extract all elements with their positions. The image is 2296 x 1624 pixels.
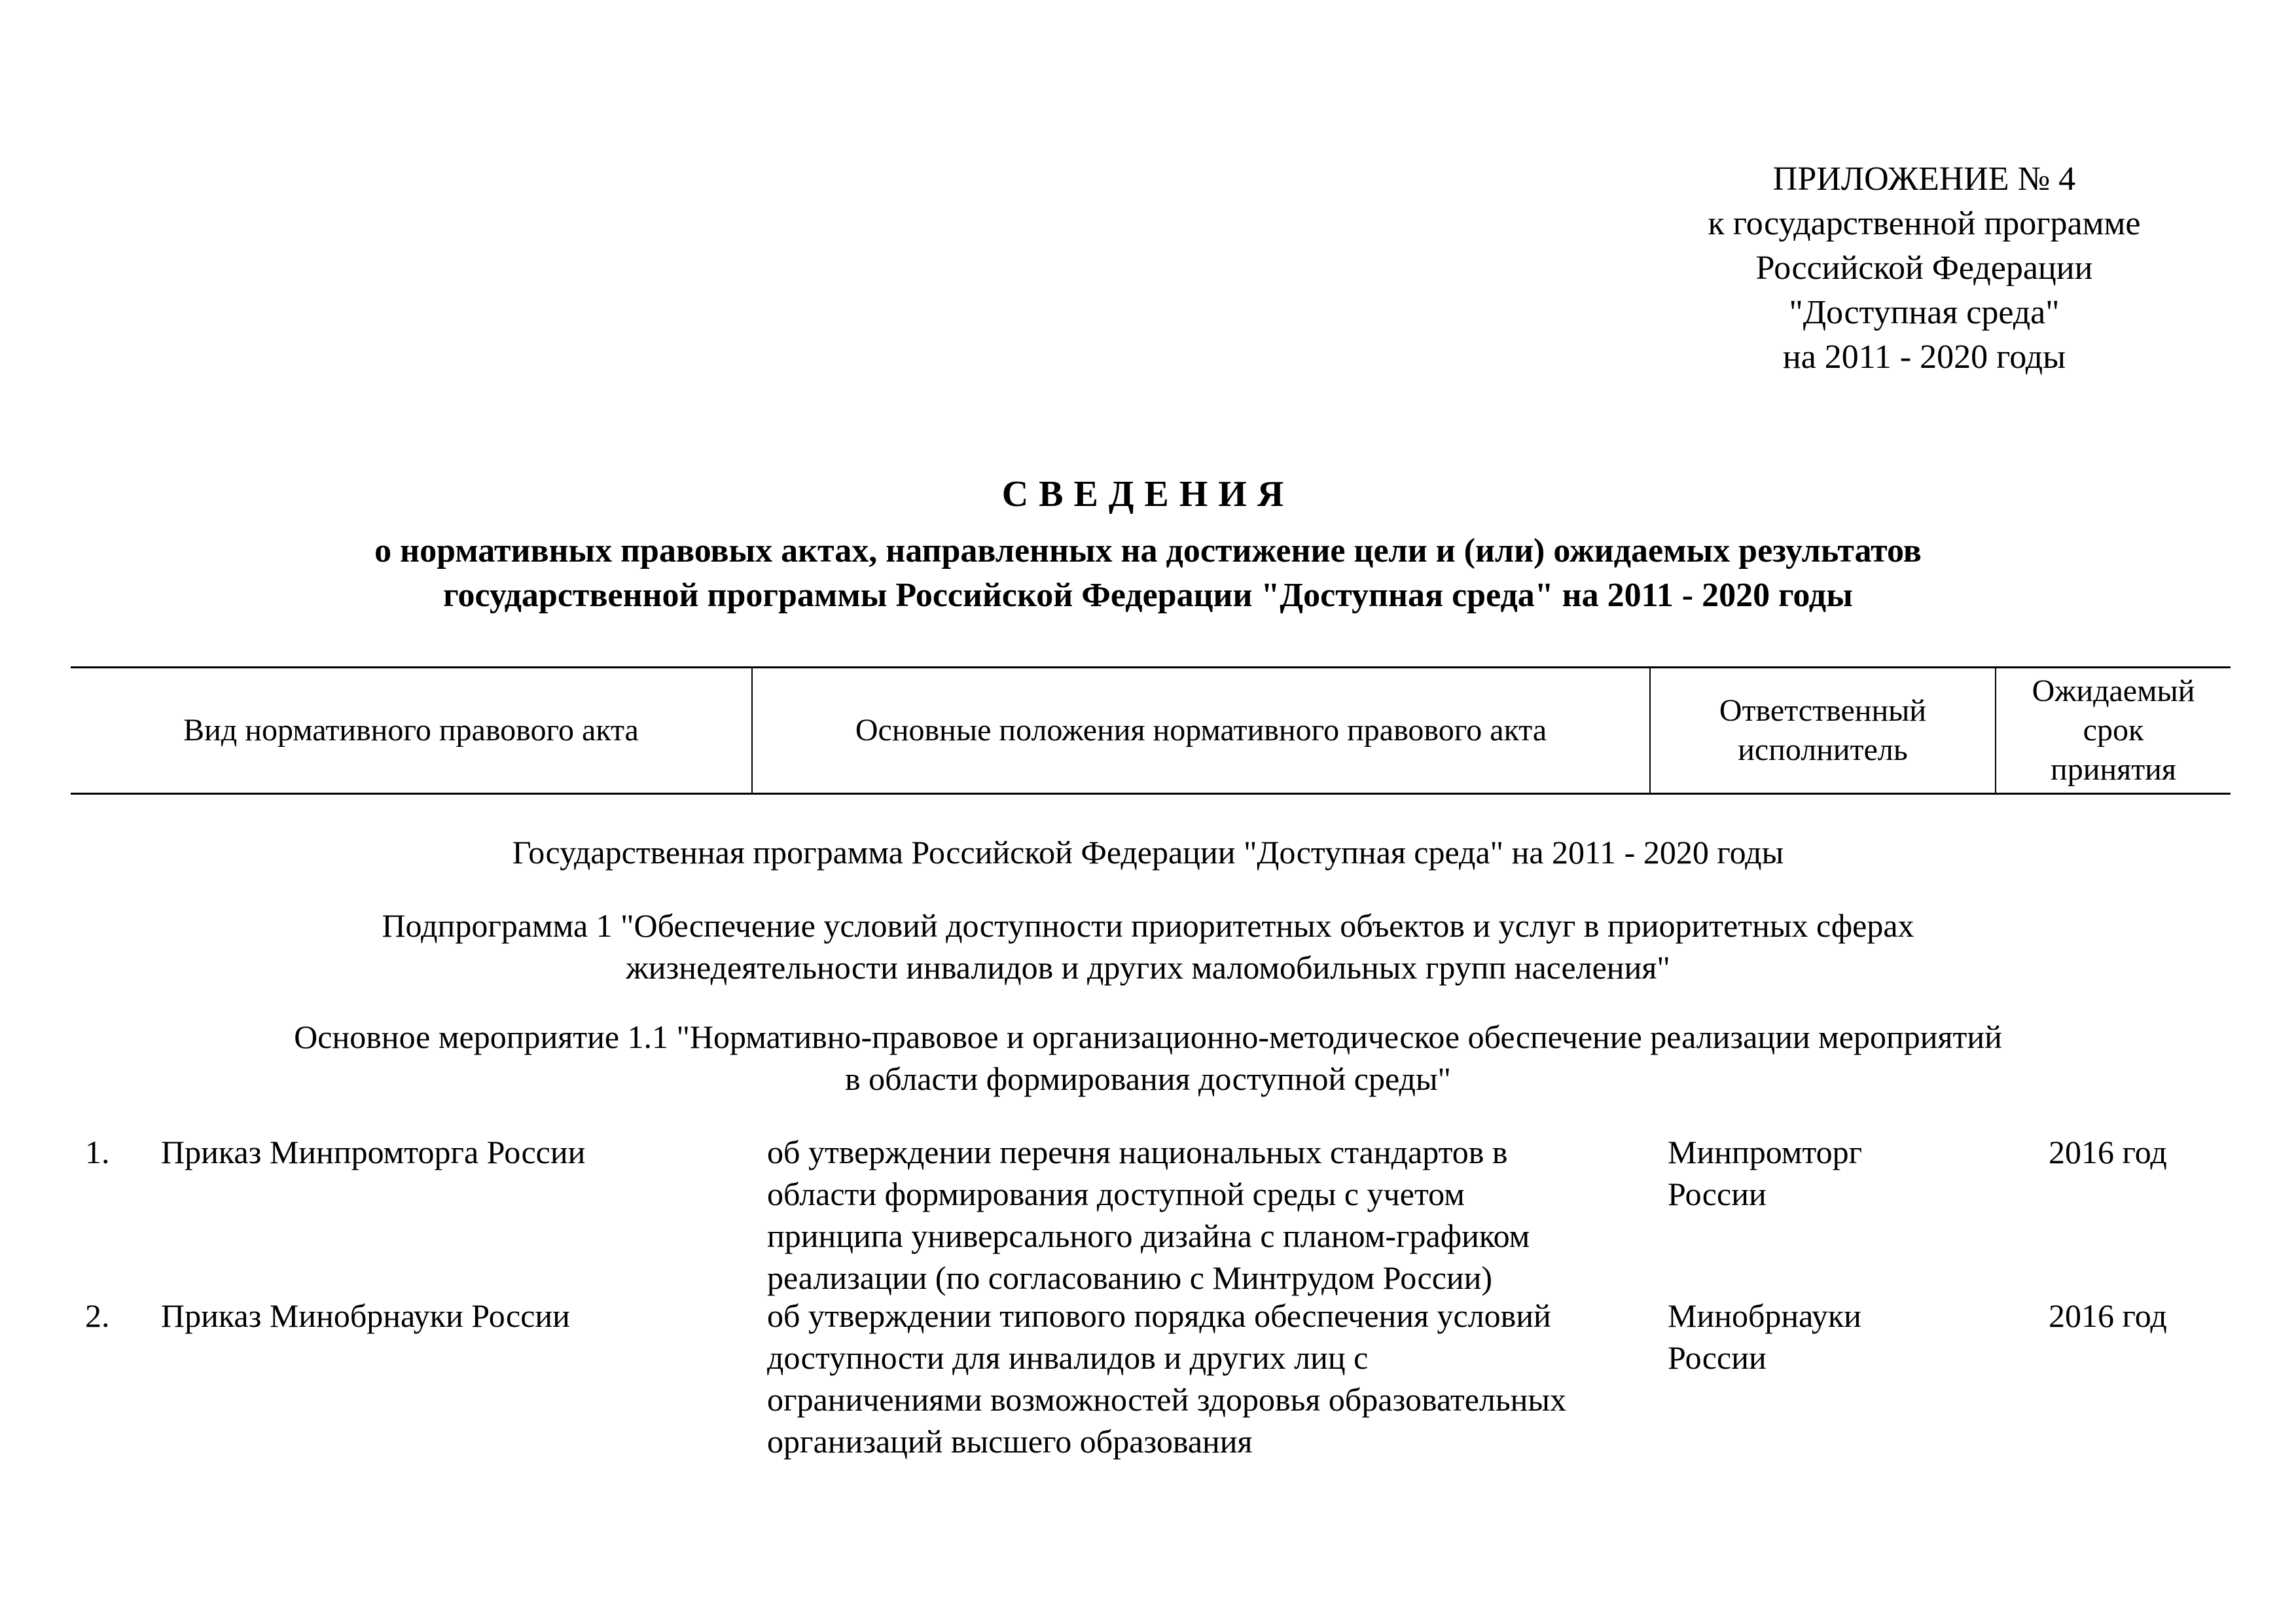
row-term: 2016 год <box>2049 1297 2167 1334</box>
row-act-type: Приказ Минобрнауки России <box>161 1297 570 1334</box>
row-provisions: об утверждении типового порядка обеспечения условий доступности для инвалидов и других лиц с ограничениями возможностей здоровья образовательных организаций высшего образования <box>767 1297 1566 1460</box>
row-act-type: Приказ Минпромторга России <box>161 1134 586 1170</box>
row-executor: Минпромторг России <box>1668 1134 1863 1212</box>
appendix-number: ПРИЛОЖЕНИЕ № 4 <box>1772 160 2076 198</box>
header-provisions: Основные положения нормативного правового акта <box>751 668 1649 793</box>
subtitle-line: о нормативных правовых актах, направленных на достижение цели и (или) ожидаемых результатов <box>374 532 1922 569</box>
section-measure: Основное мероприятие 1.1 "Нормативно-правовое и организационно-методическое обеспечение реализации мероприятий в области формирования доступной среды" <box>294 1019 2002 1097</box>
document-subtitle <box>0 529 2296 618</box>
row-number: 2. <box>85 1297 110 1334</box>
appendix-line: к государственной программе <box>1708 205 2141 242</box>
appendix-line: на 2011 - 2020 годы <box>1782 338 2066 376</box>
appendix-block <box>1676 157 2173 380</box>
subtitle-line: государственной программы Российской Федерации "Доступная среда" на 2011 - 2020 годы <box>443 577 1853 614</box>
table-header <box>71 666 2231 795</box>
appendix-line: Российской Федерации <box>1755 249 2093 287</box>
row-number: 1. <box>85 1134 110 1170</box>
document-title: СВЕДЕНИЯ <box>1001 474 1295 514</box>
appendix-line: "Доступная среда" <box>1789 294 2060 331</box>
header-act-type: Вид нормативного правового акта <box>183 713 639 748</box>
header-executor: Ответственный исполнитель <box>1649 668 1995 793</box>
section-subprogram: Подпрограмма 1 "Обеспечение условий доступности приоритетных объектов и услуг в приоритетных сферах жизнедеятельности инвалидов и других маломобильных групп населения" <box>382 907 1914 986</box>
row-term: 2016 год <box>2049 1134 2167 1170</box>
row-provisions: об утверждении перечня национальных стандартов в области формирования доступной среды с учетом принципа универсального дизайна с планом-графиком реализации (по согласованию с Минтрудом России) <box>767 1134 1530 1296</box>
section-program: Государственная программа Российской Федерации "Доступная среда" на 2011 - 2020 годы <box>512 834 1784 871</box>
row-executor: Минобрнауки России <box>1668 1297 1861 1376</box>
header-term: Ожидаемый срок принятия <box>1995 668 2231 793</box>
